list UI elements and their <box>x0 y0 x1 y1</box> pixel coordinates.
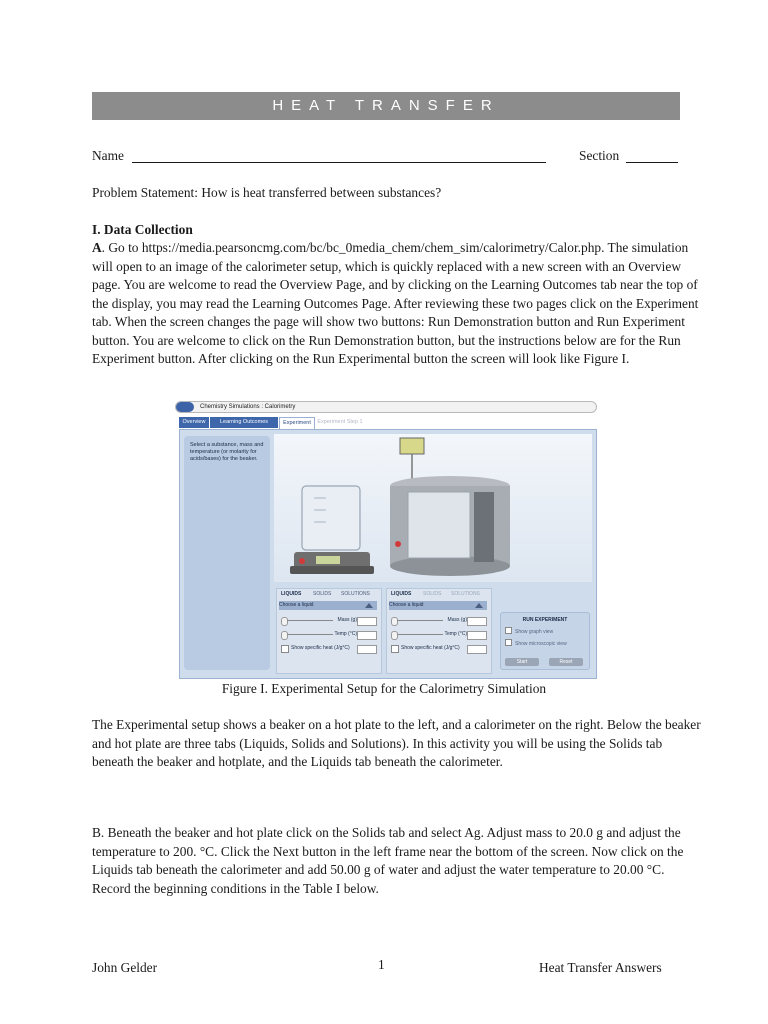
figure-caption: Figure I. Experimental Setup for the Calorimetry Simulation <box>221 681 547 696</box>
beaker-tab-liquids[interactable]: LIQUIDS <box>281 591 302 597</box>
instructions-panel <box>184 436 270 670</box>
name-section-row <box>92 148 682 168</box>
graph-view-checkbox[interactable] <box>505 627 512 634</box>
microscopic-view-checkbox[interactable] <box>505 639 512 646</box>
start-button[interactable]: Start <box>505 658 539 666</box>
tab-experiment[interactable]: Experiment <box>279 417 315 429</box>
sim-main-frame <box>179 429 597 679</box>
calorimeter-icon <box>390 438 510 576</box>
calorimeter-mass-slider[interactable] <box>397 620 443 621</box>
beaker-mass-slider-knob[interactable] <box>281 617 288 626</box>
calorimeter-temp-label: Temp (°C) <box>444 631 467 637</box>
beaker-mass-field <box>281 616 377 625</box>
microscopic-view-label: Show microscopic view <box>515 641 567 647</box>
calorimeter-tab-liquids[interactable]: LIQUIDS <box>391 591 412 597</box>
calorimeter-mass-label: Mass (g) <box>447 617 467 623</box>
calorimeter-specific-heat-input[interactable] <box>467 645 487 654</box>
name-label: Name <box>92 148 124 163</box>
beaker-temp-slider-knob[interactable] <box>281 631 288 640</box>
tab-overview[interactable]: Overview <box>179 417 209 428</box>
calorimeter-mass-slider-knob[interactable] <box>391 617 398 626</box>
beaker-temp-label: Temp (°C) <box>334 631 357 637</box>
graph-view-label: Show graph view <box>515 629 554 635</box>
calorimeter-tab-solutions[interactable]: SOLUTIONS <box>451 591 480 597</box>
beaker-panel-tabs <box>277 589 381 599</box>
beaker-specific-heat-field <box>281 644 377 653</box>
problem-statement: Problem Statement: How is heat transferred between substances? <box>92 185 442 200</box>
beaker-mass-input[interactable] <box>357 617 377 626</box>
run-experiment-title: RUN EXPERIMENT <box>522 617 568 623</box>
beaker-choose-dropdown[interactable]: Choose a liquid <box>279 601 377 610</box>
calorimeter-panel-tabs <box>387 589 491 599</box>
calorimeter-choose-dropdown[interactable]: Choose a liquid <box>389 601 487 610</box>
footer-doc-title: Heat Transfer Answers <box>539 960 662 975</box>
lab-stage <box>274 434 592 582</box>
calorimeter-temp-slider[interactable] <box>397 634 443 635</box>
paragraph-a <box>92 239 704 369</box>
calorimeter-temp-field <box>391 630 487 639</box>
beaker-tab-solids[interactable]: SOLIDS <box>313 591 332 597</box>
footer-page-number: 1 <box>378 957 385 972</box>
title-banner: HEAT TRANSFER <box>92 92 680 120</box>
reset-button[interactable]: Reset <box>549 658 583 666</box>
simulation-figure <box>175 399 597 677</box>
beaker-tab-solutions[interactable]: SOLUTIONS <box>341 591 370 597</box>
beaker-temp-slider[interactable] <box>287 634 333 635</box>
calorimeter-specific-heat-checkbox[interactable] <box>391 645 399 653</box>
beaker-specific-heat-checkbox[interactable] <box>281 645 289 653</box>
calorimeter-tab-solids[interactable]: SOLIDS <box>423 591 442 597</box>
beaker-mass-slider[interactable] <box>287 620 333 621</box>
tab-experiment-step: Experiment Step 1 <box>317 419 363 425</box>
tab-learning-outcomes[interactable]: Learning Outcomes <box>210 417 278 428</box>
paragraph-a-label: A <box>92 240 102 255</box>
graph-view-option[interactable] <box>505 627 553 635</box>
section-label: Section <box>579 148 620 163</box>
microscopic-view-option[interactable] <box>505 639 567 647</box>
calorimeter-specific-heat-field <box>391 644 487 653</box>
calorimeter-mass-input[interactable] <box>467 617 487 626</box>
paragraph-b: B. Beneath the beaker and hot plate click on the Solids tab and select Ag. Adjust mass to 20.0 g and adjust the temperature to 200. °C. Click the Next button in the left frame near the bottom of the screen. Now click on the Liquids tab beneath the calorimeter and add 50.00 g of water and adjust the water temperature to 20.00 °C. Record the beginning conditions in the Table I below. <box>92 825 684 896</box>
calorimeter-temp-input[interactable] <box>467 631 487 640</box>
calorimeter-controls <box>386 588 492 674</box>
beaker-controls <box>276 588 382 674</box>
calorimeter-specific-heat-label: Show specific heat (J/g°C) <box>401 645 460 651</box>
beaker-temp-field <box>281 630 377 639</box>
name-blank-line[interactable] <box>132 162 546 163</box>
sim-window-title: Chemistry Simulations : Calorimetry <box>200 404 296 410</box>
paragraph-a-text: . Go to https://media.pearsoncmg.com/bc/bc_0media_chem/chem_sim/calorimetry/Calor.php. The simulation will open to an image of the calorimeter setup, which is quickly replaced with a new screen with an Overview page. You are welcome to read the Overview Page, and by clicking on the Learning Outcomes tab near the top of the display, you may read the Learning Outcomes Page. After reviewing these two pages click on the Experiment tab. When the screen changes the page will show two buttons: Run Demonstration button and Run Experiment button. You are welcome to click on the Run Demonstration button, but the instructions below are for the Run Experiment button. After clicking on the Run Experimental button the screen will look like Figure I. <box>92 240 699 366</box>
hot-plate-icon <box>290 552 374 574</box>
section-heading: I. Data Collection <box>92 222 193 237</box>
beaker-specific-heat-label: Show specific heat (J/g°C) <box>291 645 350 651</box>
beaker-icon <box>302 486 360 550</box>
section-blank-line[interactable] <box>626 162 678 163</box>
calorimeter-mass-field <box>391 616 487 625</box>
instructions-text: Select a substance, mass and temperature (or molarity for acids/bases) for the beaker. <box>190 442 264 462</box>
beaker-temp-input[interactable] <box>357 631 377 640</box>
footer-author: John Gelder <box>92 960 158 975</box>
beaker-mass-label: Mass (g) <box>337 617 357 623</box>
paragraph-setup: The Experimental setup shows a beaker on a hot plate to the left, and a calorimeter on the right. Below the beaker and hot plate are three tabs (Liquids, Solids and Solutions). In this activity you will be using the Solids tab beneath the beaker and hotplate, and the Liquids tab beneath the calorimeter. <box>92 717 701 769</box>
run-experiment-panel <box>500 612 590 670</box>
sim-title-pill-icon <box>176 402 194 412</box>
calorimeter-temp-slider-knob[interactable] <box>391 631 398 640</box>
beaker-specific-heat-input[interactable] <box>357 645 377 654</box>
sim-window-title-bar <box>175 401 597 413</box>
